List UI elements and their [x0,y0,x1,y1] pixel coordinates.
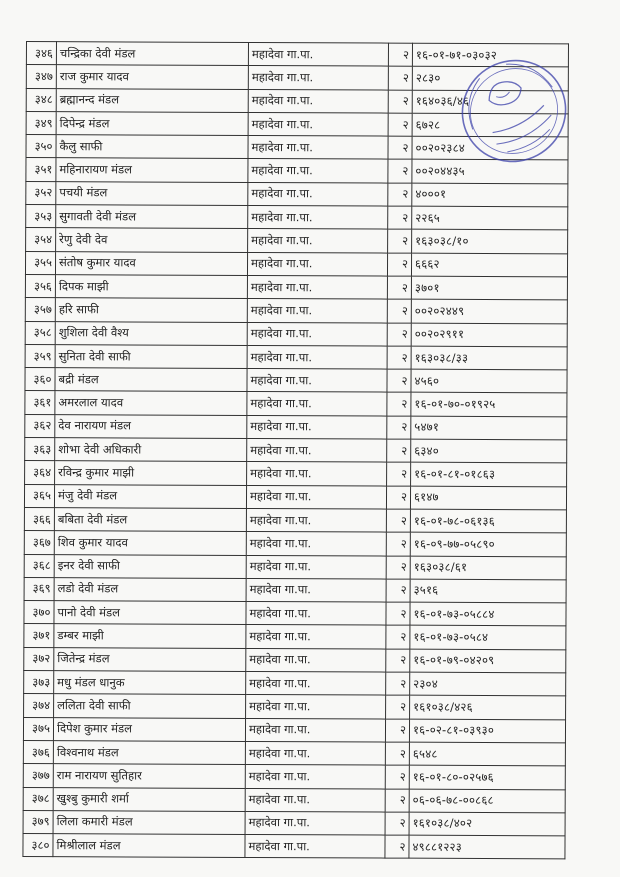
table-row [25,461,567,487]
table-row [25,391,567,417]
address-cell: महादेवा गा.पा. [246,508,386,532]
name-cell: जितेन्द्र मंडल [54,647,246,671]
table-row [24,694,566,720]
table-row [24,531,566,557]
serial-number-cell: ३७१ [24,624,54,647]
ward-cell: २ [388,183,412,206]
citizenship-number-cell: १६-०१-८१-०१८६३ [411,463,567,487]
citizenship-number-cell: १६१०३८/४२६ [410,695,566,719]
serial-number-cell: ३५९ [25,344,55,367]
address-cell: महादेवा गा.पा. [246,625,386,649]
address-cell: महादेवा गा.पा. [247,275,387,299]
name-cell: पानो देवी मंडल [54,601,246,625]
ward-cell: २ [386,509,410,532]
serial-number-cell: ३६० [25,368,55,391]
citizenship-number-cell: १६१०३८/४०२ [409,812,565,836]
name-cell: डम्बर माझी [54,624,246,648]
serial-number-cell: ३६२ [25,414,55,437]
ward-cell: २ [387,346,411,369]
serial-number-cell: ३५० [26,135,56,158]
ward-cell: २ [387,299,411,322]
serial-number-cell: ३४९ [26,111,56,134]
name-cell: रविन्द्र कुमार माझी [55,461,247,485]
citizenship-number-cell: ६६६२ [411,253,567,277]
address-cell: महादेवा गा.पा. [247,462,387,486]
name-cell: अमरलाल यादव [55,391,247,415]
name-cell: राज कुमार यादव [56,65,248,89]
ward-cell: २ [388,90,412,113]
name-cell: पचयी मंडल [56,181,248,205]
table-row [24,577,566,603]
address-cell: महादेवा गा.पा. [247,369,387,393]
serial-number-cell: ३७७ [23,764,53,787]
address-cell: महादेवा गा.पा. [245,811,385,835]
ward-cell: २ [386,649,410,672]
serial-number-cell: ३७६ [23,740,53,763]
ward-cell: २ [385,719,409,742]
serial-number-cell: ३५४ [26,228,56,251]
address-cell: महादेवा गा.पा. [245,741,385,765]
table-row [26,158,568,184]
ward-cell: २ [388,136,412,159]
citizenship-number-cell: १६४०३६/४६ [412,90,568,114]
address-cell: महादेवा गा.पा. [246,671,386,695]
name-cell: इनर देवी साफी [54,554,246,578]
name-cell: दिपक माझी [55,275,247,299]
ward-cell: २ [388,43,412,66]
name-cell: विश्वनाथ मंडल [53,741,245,765]
citizenship-number-cell: १६३०३८/६१ [410,556,566,580]
address-cell: महादेवा गा.पा. [245,835,385,859]
table-row [24,671,566,697]
citizenship-number-cell: ४०००१ [412,183,568,207]
citizenship-number-cell: ४५६० [411,369,567,393]
citizenship-number-cell: ३५१६ [410,579,566,603]
serial-number-cell: ३४७ [26,65,56,88]
serial-number-cell: ३६१ [25,391,55,414]
name-cell: राम नारायण सुतिहार [53,764,245,788]
serial-number-cell: ३७३ [24,671,54,694]
name-cell: शुशिला देवी वैश्य [55,321,247,345]
citizenship-number-cell: ००२०२३८४ [412,136,568,160]
citizenship-number-cell: १६-०२-८१-०३९३० [409,719,565,743]
citizenship-number-cell: १६-०९-७७-०५८९० [410,532,566,556]
ward-cell: २ [386,556,410,579]
citizenship-number-cell: ००२०२९११ [411,323,567,347]
citizenship-number-cell: १६-०१-७८-०६१३६ [410,509,566,533]
ward-cell: २ [385,835,409,858]
ward-cell: २ [386,579,410,602]
name-cell: संतोष कुमार यादव [55,251,247,275]
citizenship-number-cell: ००२०४४३५ [412,160,568,184]
table-row [24,554,566,580]
table-row [25,368,567,394]
citizenship-number-cell: ०६-०६-७८-००८६८ [409,789,565,813]
serial-number-cell: ३६५ [24,484,54,507]
table-row [26,228,568,254]
table-row [25,298,567,324]
ward-cell: २ [387,276,411,299]
address-cell: महादेवा गा.पा. [246,648,386,672]
serial-number-cell: ३५१ [26,158,56,181]
serial-number-cell: ३६६ [24,507,54,530]
ward-cell: २ [387,369,411,392]
serial-number-cell: ३७८ [23,787,53,810]
address-cell: महादेवा गा.पा. [246,532,386,556]
ward-cell: २ [387,253,411,276]
citizenship-number-cell: ६५४८ [409,742,565,766]
citizenship-number-cell: १६-०१-७१-०३०३२ [412,43,568,67]
name-cell: सुगावती देवी मंडल [56,205,248,229]
ward-cell: २ [385,742,409,765]
citizenship-number-cell: २३०४ [410,672,566,696]
ward-cell: २ [386,532,410,555]
serial-number-cell: ३७४ [24,694,54,717]
serial-number-cell: ३६३ [25,438,55,461]
name-cell: मिश्रीलाल मंडल [53,834,245,858]
serial-number-cell: ३६७ [24,531,54,554]
name-cell: शोभा देवी अधिकारी [55,438,247,462]
address-cell: महादेवा गा.पा. [248,42,388,66]
citizenship-number-cell: १६-०१-७३-०५८८४ [410,602,566,626]
serial-number-cell: ३७५ [23,717,53,740]
name-cell: रेणु देवी देव [56,228,248,252]
serial-number-cell: ३४८ [26,88,56,111]
name-cell: चन्द्रिका देवी मंडल [56,42,248,66]
name-cell: खुश्बु कुमारी शर्मा [53,787,245,811]
table-row [24,507,566,533]
serial-number-cell: ३६८ [24,554,54,577]
table-row [26,135,568,161]
serial-number-cell: ३५८ [25,321,55,344]
table-row [26,88,568,114]
table-body [23,42,569,860]
address-cell: महादेवा गा.पा. [247,415,387,439]
table-row [23,740,565,766]
address-cell: महादेवा गा.पा. [245,718,385,742]
name-cell: सुनिता देवी साफी [55,344,247,368]
address-cell: महादेवा गा.पा. [248,112,388,136]
address-cell: महादेवा गा.पा. [245,788,385,812]
name-cell: लडो देवी मंडल [54,577,246,601]
name-cell: ब्रह्मानन्द मंडल [56,88,248,112]
serial-number-cell: ३७० [24,601,54,624]
address-cell: महादेवा गा.पा. [247,439,387,463]
table-row [26,111,568,137]
citizenship-number-cell: ६७२८ [412,113,568,137]
ward-cell: २ [385,789,409,812]
table-row [23,764,565,790]
table-row [25,321,567,347]
name-cell: कैलु साफी [56,135,248,159]
table-row [26,205,568,231]
citizenship-number-cell: २२६५ [412,206,568,230]
serial-number-cell: ३६४ [25,461,55,484]
table-row [25,438,567,464]
name-cell: दिपेन्द्र मंडल [56,112,248,136]
serial-number-cell: ३७२ [24,647,54,670]
address-cell: महादेवा गा.पा. [248,182,388,206]
ward-cell: २ [385,812,409,835]
ward-cell: २ [385,765,409,788]
name-cell: लिला कमारी मंडल [53,810,245,834]
address-cell: महादेवा गा.पा. [248,206,388,230]
serial-number-cell: ३८० [23,834,53,857]
address-cell: महादेवा गा.पा. [246,485,386,509]
citizenship-number-cell: ६१४७ [410,486,566,510]
table-row [23,787,565,813]
name-cell: दिपेश कुमार मंडल [53,717,245,741]
ward-cell: २ [388,66,412,89]
citizenship-number-cell: १६३०३८/३३ [411,346,567,370]
serial-number-cell: ३७९ [23,810,53,833]
citizenship-number-cell: २८३० [412,66,568,90]
serial-number-cell: ३६९ [24,577,54,600]
address-cell: महादेवा गा.पा. [248,229,388,253]
address-cell: महादेवा गा.पा. [247,345,387,369]
ward-cell: २ [388,229,412,252]
citizenship-number-cell: १६-०१-७९-०४२०९ [410,649,566,673]
table-row [24,484,566,510]
address-cell: महादेवा गा.पा. [246,555,386,579]
address-cell: महादेवा गा.पा. [246,695,386,719]
citizenship-number-cell: १६३०३८/१० [412,230,568,254]
ward-cell: २ [388,113,412,136]
table-row [23,717,565,743]
citizenship-number-cell: १६-०१-८०-०२५७६ [409,765,565,789]
serial-number-cell: ३५७ [25,298,55,321]
name-cell: देव नारायण मंडल [55,414,247,438]
table-row [24,647,566,673]
serial-number-cell: ३५२ [26,181,56,204]
name-cell: शिव कुमार यादव [54,531,246,555]
name-cell: ललिता देवी साफी [54,694,246,718]
ward-cell: २ [386,486,410,509]
name-cell: महिनारायण मंडल [56,158,248,182]
table-row [25,344,567,370]
citizenship-number-cell: १६-०१-७३-०५८४ [410,626,566,650]
ward-cell: २ [386,625,410,648]
table-row [26,42,568,68]
citizenship-number-cell: ००२०२४४९ [411,299,567,323]
address-cell: महादेवा गा.पा. [247,322,387,346]
citizenship-number-cell: ५४७१ [411,416,567,440]
table-row [24,624,566,650]
name-cell: बबिता देवी मंडल [54,508,246,532]
citizenship-number-cell: ३७०१ [411,276,567,300]
ward-cell: २ [386,695,410,718]
table-row [23,810,565,836]
ward-cell: २ [387,462,411,485]
serial-number-cell: ३५५ [25,251,55,274]
serial-number-cell: ३४६ [26,42,56,65]
address-cell: महादेवा गा.पा. [248,159,388,183]
name-cell: मंजु देवी मंडल [54,484,246,508]
address-cell: महादेवा गा.पा. [245,765,385,789]
citizenship-number-cell: १६-०१-७०-०१९२५ [411,393,567,417]
table-row [25,251,567,277]
name-cell: हरि साफी [55,298,247,322]
address-cell: महादेवा गा.पा. [247,252,387,276]
ward-cell: २ [388,160,412,183]
table-row [23,834,565,860]
table-row [25,274,567,300]
table-row [24,601,566,627]
ward-cell: २ [388,206,412,229]
address-cell: महादेवा गा.पा. [247,392,387,416]
ward-cell: २ [387,439,411,462]
serial-number-cell: ३५३ [26,205,56,228]
table-row [26,181,568,207]
address-cell: महादेवा गा.पा. [248,136,388,160]
beneficiary-table [22,41,569,860]
name-cell: मधु मंडल धानुक [54,671,246,695]
address-cell: महादेवा गा.पा. [248,66,388,90]
citizenship-number-cell: ४९८८१२२३ [409,835,565,859]
address-cell: महादेवा गा.पा. [246,578,386,602]
table-row [26,65,568,91]
ward-cell: २ [386,602,410,625]
name-cell: बद्री मंडल [55,368,247,392]
citizenship-number-cell: ६३४० [411,439,567,463]
table-row [25,414,567,440]
ward-cell: २ [387,323,411,346]
address-cell: महादेवा गा.पा. [248,89,388,113]
serial-number-cell: ३५६ [25,274,55,297]
ward-cell: २ [387,393,411,416]
address-cell: महादेवा गा.पा. [247,299,387,323]
address-cell: महादेवा गा.पा. [246,602,386,626]
ward-cell: २ [387,416,411,439]
ward-cell: २ [386,672,410,695]
